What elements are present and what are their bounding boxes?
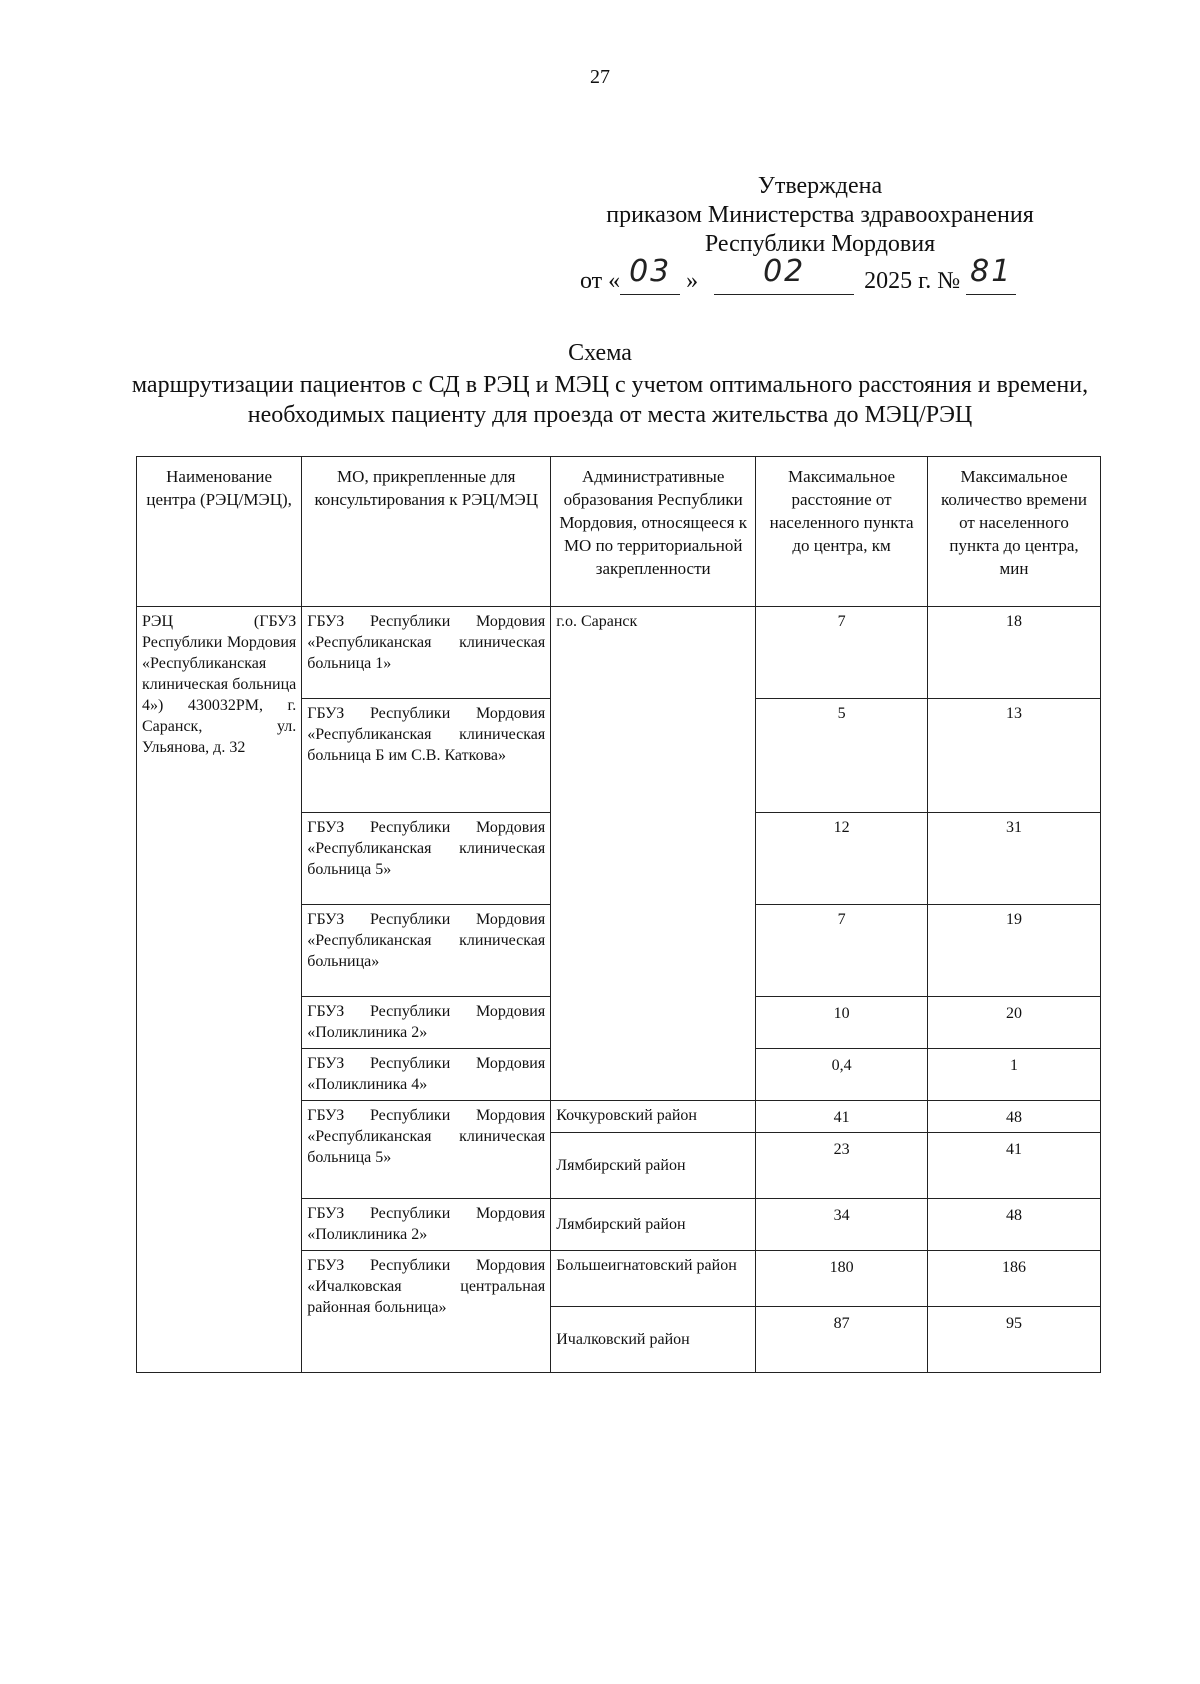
approval-line-2: приказом Министерства здравоохранения — [606, 202, 1034, 228]
time-cell: 95 — [928, 1307, 1101, 1373]
time-cell: 186 — [928, 1251, 1101, 1307]
routing-table — [136, 456, 1101, 1373]
distance-cell: 87 — [756, 1307, 928, 1373]
date-mid: » — [686, 268, 699, 294]
time-cell: 20 — [928, 997, 1101, 1049]
distance-cell: 34 — [756, 1199, 928, 1251]
distance-cell: 180 — [756, 1251, 928, 1307]
header-center: Наименование центра (РЭЦ/МЭЦ), — [137, 457, 302, 607]
day-blank — [620, 254, 680, 295]
mo-cell: ГБУЗ Республики Мордовия «Ичалковская центральная районная больница» — [302, 1251, 551, 1373]
region-cell: Ичалковский район — [551, 1307, 756, 1373]
scheme-title: Схема — [568, 340, 632, 366]
distance-cell: 10 — [756, 997, 928, 1049]
distance-cell: 7 — [756, 607, 928, 699]
distance-cell: 7 — [756, 905, 928, 997]
scheme-subtitle: маршрутизации пациентов с СД в РЭЦ и МЭЦ с учетом оптимального расстояния и времени, необходимых пациенту для проезда от места жительства до МЭЦ/РЭЦ — [131, 372, 1089, 428]
mo-cell: ГБУЗ Республики Мордовия «Поликлиника 2» — [302, 1199, 551, 1251]
region-cell: Лямбирский район — [551, 1199, 756, 1251]
time-cell: 41 — [928, 1133, 1101, 1199]
number-blank — [966, 254, 1016, 295]
date-prefix: от « — [580, 268, 621, 294]
distance-cell: 12 — [756, 813, 928, 905]
distance-cell: 23 — [756, 1133, 928, 1199]
approval-block — [540, 172, 1100, 259]
region-cell: Большеигнатовский район — [551, 1251, 756, 1307]
mo-cell: ГБУЗ Республики Мордовия «Республиканская клиническая больница Б им С.В. Каткова» — [302, 699, 551, 813]
header-time: Максимальное количество времени от населенного пункта до центра, мин — [928, 457, 1101, 607]
date-year: 2025 г. № — [864, 268, 961, 294]
approval-date-line — [580, 254, 1016, 295]
header-region: Административные образования Республики Мордовия, относящееся к МО по территориальной закрепленности — [551, 457, 756, 607]
mo-cell: ГБУЗ Республики Мордовия «Республиканская клиническая больница 1» — [302, 607, 551, 699]
table-header-row — [137, 457, 1101, 607]
time-cell: 31 — [928, 813, 1101, 905]
header-mo: МО, прикрепленные для консультирования к РЭЦ/МЭЦ — [302, 457, 551, 607]
time-cell: 19 — [928, 905, 1101, 997]
time-cell: 1 — [928, 1049, 1101, 1101]
time-cell: 18 — [928, 607, 1101, 699]
handwritten-month: 02 — [763, 254, 806, 289]
approval-line-3: Республики Мордовия — [704, 231, 936, 257]
distance-cell: 41 — [756, 1101, 928, 1133]
mo-cell: ГБУЗ Республики Мордовия «Республиканская клиническая больница 5» — [302, 1101, 551, 1199]
region-cell: г.о. Саранск — [551, 607, 756, 1101]
mo-cell: ГБУЗ Республики Мордовия «Поликлиника 2» — [302, 997, 551, 1049]
month-blank — [714, 254, 854, 295]
mo-cell: ГБУЗ Республики Мордовия «Поликлиника 4» — [302, 1049, 551, 1101]
approval-line-1: Утверждена — [757, 173, 883, 199]
time-cell: 48 — [928, 1101, 1101, 1133]
region-cell: Кочкуровский район — [551, 1101, 756, 1133]
page-number: 27 — [590, 66, 610, 88]
header-distance: Максимальное расстояние от населенного пункта до центра, км — [756, 457, 928, 607]
time-cell: 13 — [928, 699, 1101, 813]
handwritten-day: 03 — [629, 254, 672, 289]
region-cell: Лямбирский район — [551, 1133, 756, 1199]
mo-cell: ГБУЗ Республики Мордовия «Республиканская клиническая больница» — [302, 905, 551, 997]
distance-cell: 0,4 — [756, 1049, 928, 1101]
handwritten-number: 81 — [970, 254, 1013, 289]
table-row — [137, 607, 1101, 699]
mo-cell: ГБУЗ Республики Мордовия «Республиканская клиническая больница 5» — [302, 813, 551, 905]
distance-cell: 5 — [756, 699, 928, 813]
time-cell: 48 — [928, 1199, 1101, 1251]
center-name-cell: РЭЦ (ГБУЗ Республики Мордовия «Республиканская клиническая больница 4») 430032РМ, г. Саранск, ул. Ульянова, д. 32 — [137, 607, 302, 1373]
